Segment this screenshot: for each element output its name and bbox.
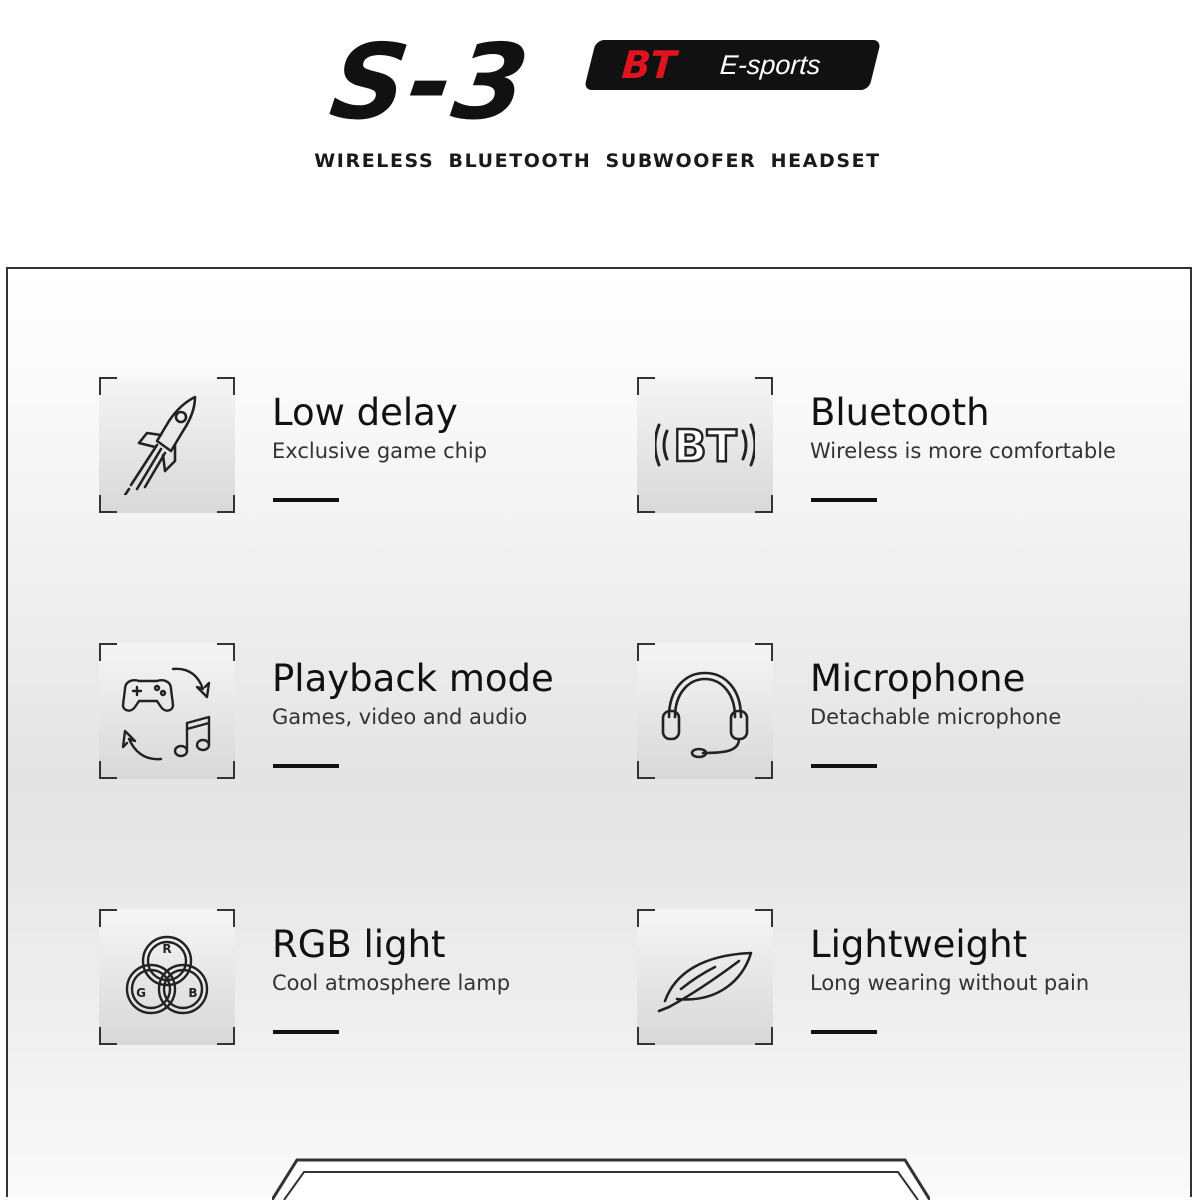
feature-underline	[273, 1030, 339, 1034]
svg-text:R: R	[162, 942, 172, 956]
panel-bottom-tab	[272, 1155, 930, 1200]
feature-title: Playback mode	[272, 657, 554, 700]
feature-title: Microphone	[810, 657, 1026, 700]
svg-text:B: B	[188, 986, 198, 1000]
headset-microphone-icon	[655, 661, 755, 761]
rgb-circles-icon	[117, 927, 217, 1027]
bluetooth-bt-icon	[655, 395, 755, 495]
svg-text:BT: BT	[673, 421, 737, 472]
badge-esports-text: E-sports	[718, 50, 822, 80]
feature-subtitle: Detachable microphone	[810, 705, 1062, 729]
feather-leaf-icon	[655, 927, 755, 1027]
feature-title: RGB light	[272, 923, 446, 966]
badge-bt-text: BT	[620, 43, 677, 87]
feature-subtitle: Games, video and audio	[272, 705, 528, 729]
feature-title: Low delay	[272, 391, 458, 434]
feature-subtitle: Cool atmosphere lamp	[272, 971, 511, 995]
feature-title: Lightweight	[810, 923, 1028, 966]
feature-rgb-light	[99, 909, 619, 1049]
gamepad-music-cycle-icon	[117, 661, 217, 761]
feature-bluetooth	[637, 377, 1157, 517]
bt-esports-badge	[584, 40, 881, 90]
model-name: S-3	[323, 21, 538, 143]
feature-title: Bluetooth	[810, 391, 990, 434]
feature-icon-box	[99, 377, 235, 513]
feature-lightweight	[637, 909, 1157, 1049]
feature-low-delay	[99, 377, 619, 517]
feature-subtitle: Wireless is more comfortable	[810, 439, 1116, 463]
rocket-icon	[117, 395, 217, 495]
feature-icon-box	[637, 643, 773, 779]
feature-playback-mode	[99, 643, 619, 783]
feature-microphone	[637, 643, 1157, 783]
feature-underline	[811, 498, 877, 502]
feature-icon-box	[637, 377, 773, 513]
feature-icon-box	[637, 909, 773, 1045]
product-tagline: WIRELESS BLUETOOTH SUBWOOFER HEADSET	[314, 150, 881, 172]
feature-underline	[811, 1030, 877, 1034]
svg-text:G: G	[136, 986, 146, 1000]
feature-subtitle: Exclusive game chip	[272, 439, 488, 463]
feature-icon-box	[99, 909, 235, 1045]
feature-underline	[811, 764, 877, 768]
feature-underline	[273, 498, 339, 502]
product-logo	[323, 21, 885, 143]
feature-icon-box	[99, 643, 235, 779]
feature-underline	[273, 764, 339, 768]
feature-subtitle: Long wearing without pain	[810, 971, 1090, 995]
